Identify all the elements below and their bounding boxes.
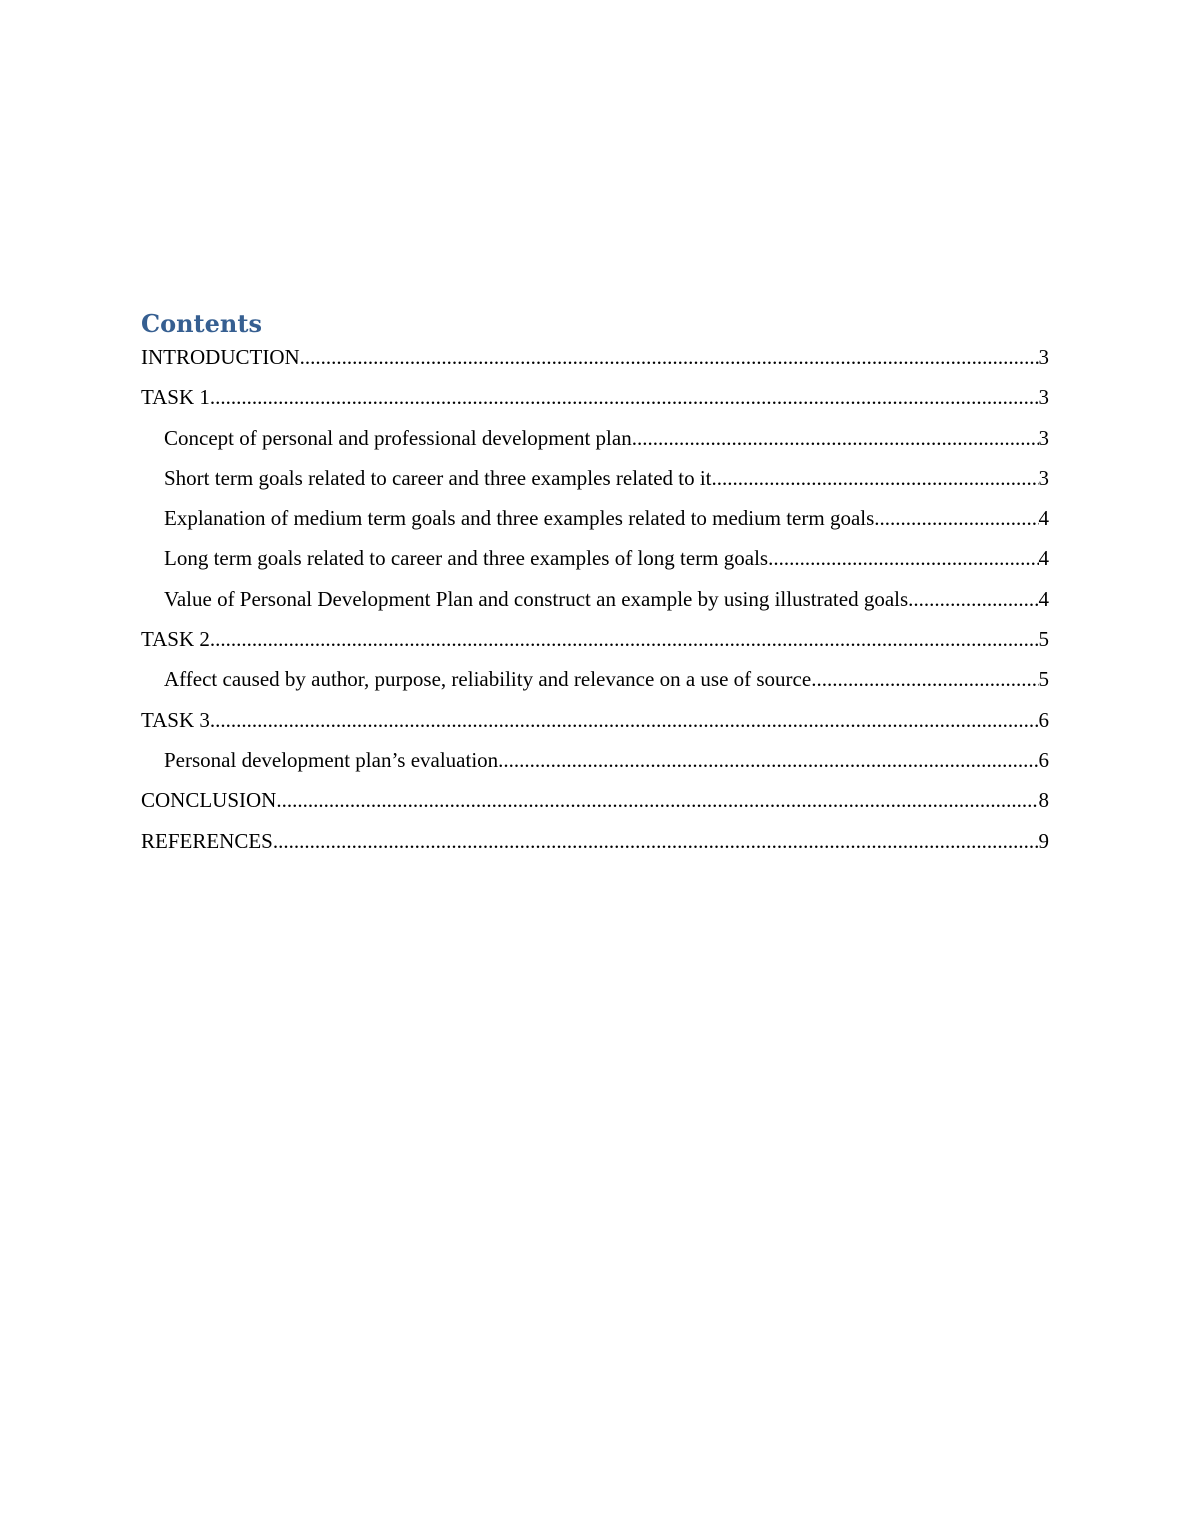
- toc-page-number: 5: [1038, 667, 1049, 692]
- toc-dot-leader: [712, 463, 1039, 493]
- toc-list: [141, 342, 1049, 866]
- toc-entry-short-term-goals[interactable]: [141, 463, 1049, 503]
- toc-entry-affect-source[interactable]: [141, 664, 1049, 704]
- toc-page-number: 6: [1038, 747, 1049, 772]
- toc-page-number: 3: [1038, 345, 1049, 369]
- toc-entry-label: Value of Personal Development Plan and construct an example by using illustrated goals: [164, 586, 909, 611]
- toc-entry-label: TASK 1: [141, 385, 210, 410]
- toc-entry-concept-pdp[interactable]: [141, 423, 1049, 463]
- toc-dot-leader: [632, 423, 1039, 453]
- table-of-contents: [141, 306, 1049, 866]
- toc-entry-medium-term-goals[interactable]: [141, 503, 1049, 543]
- toc-entry-label: Concept of personal and professional development plan: [164, 425, 632, 450]
- toc-entry-label: CONCLUSION: [141, 788, 277, 813]
- toc-dot-leader: [273, 826, 1039, 856]
- toc-dot-leader: [811, 664, 1038, 694]
- toc-entry-value-pdp[interactable]: [141, 584, 1049, 624]
- toc-page-number: 5: [1038, 627, 1049, 652]
- toc-entry-label: INTRODUCTION: [141, 345, 300, 369]
- toc-dot-leader: [300, 342, 1039, 372]
- toc-dot-leader: [874, 503, 1038, 533]
- toc-page-number: 3: [1038, 425, 1049, 450]
- toc-entry-task-1[interactable]: [141, 382, 1049, 422]
- toc-page-number: 9: [1038, 828, 1049, 853]
- toc-dot-leader: [768, 543, 1038, 573]
- toc-entry-label: Explanation of medium term goals and three examples related to medium term goals: [164, 506, 875, 531]
- toc-page-number: 8: [1038, 788, 1049, 813]
- toc-dot-leader: [210, 382, 1039, 412]
- toc-entry-label: Personal development plan’s evaluation: [164, 747, 499, 772]
- toc-dot-leader: [210, 705, 1039, 735]
- toc-entry-pdp-evaluation[interactable]: [141, 745, 1049, 785]
- toc-entry-task-3[interactable]: [141, 705, 1049, 745]
- toc-page-number: 4: [1038, 506, 1049, 531]
- toc-entry-long-term-goals[interactable]: [141, 543, 1049, 583]
- toc-page-number: 6: [1038, 707, 1049, 732]
- toc-entry-label: Short term goals related to career and three examples related to it: [164, 465, 712, 490]
- toc-entry-task-2[interactable]: [141, 624, 1049, 664]
- toc-entry-label: TASK 3: [141, 707, 210, 732]
- toc-page-number: 3: [1038, 465, 1049, 490]
- toc-page-number: 4: [1038, 546, 1049, 571]
- toc-heading: Contents: [141, 309, 262, 338]
- toc-dot-leader: [498, 745, 1038, 775]
- toc-entry-label: Affect caused by author, purpose, reliability and relevance on a use of source: [164, 667, 812, 692]
- toc-page-number: 4: [1038, 586, 1049, 611]
- toc-dot-leader: [908, 584, 1038, 614]
- toc-page-number: 3: [1038, 385, 1049, 410]
- toc-dot-leader: [210, 624, 1039, 654]
- toc-entry-conclusion[interactable]: [141, 785, 1049, 825]
- toc-entry-references[interactable]: [141, 826, 1049, 866]
- toc-entry-label: Long term goals related to career and three examples of long term goals: [164, 546, 769, 571]
- toc-entry-label: REFERENCES: [141, 828, 273, 853]
- toc-entry-introduction[interactable]: [141, 342, 1049, 382]
- toc-entry-label: TASK 2: [141, 627, 210, 652]
- toc-dot-leader: [276, 785, 1038, 815]
